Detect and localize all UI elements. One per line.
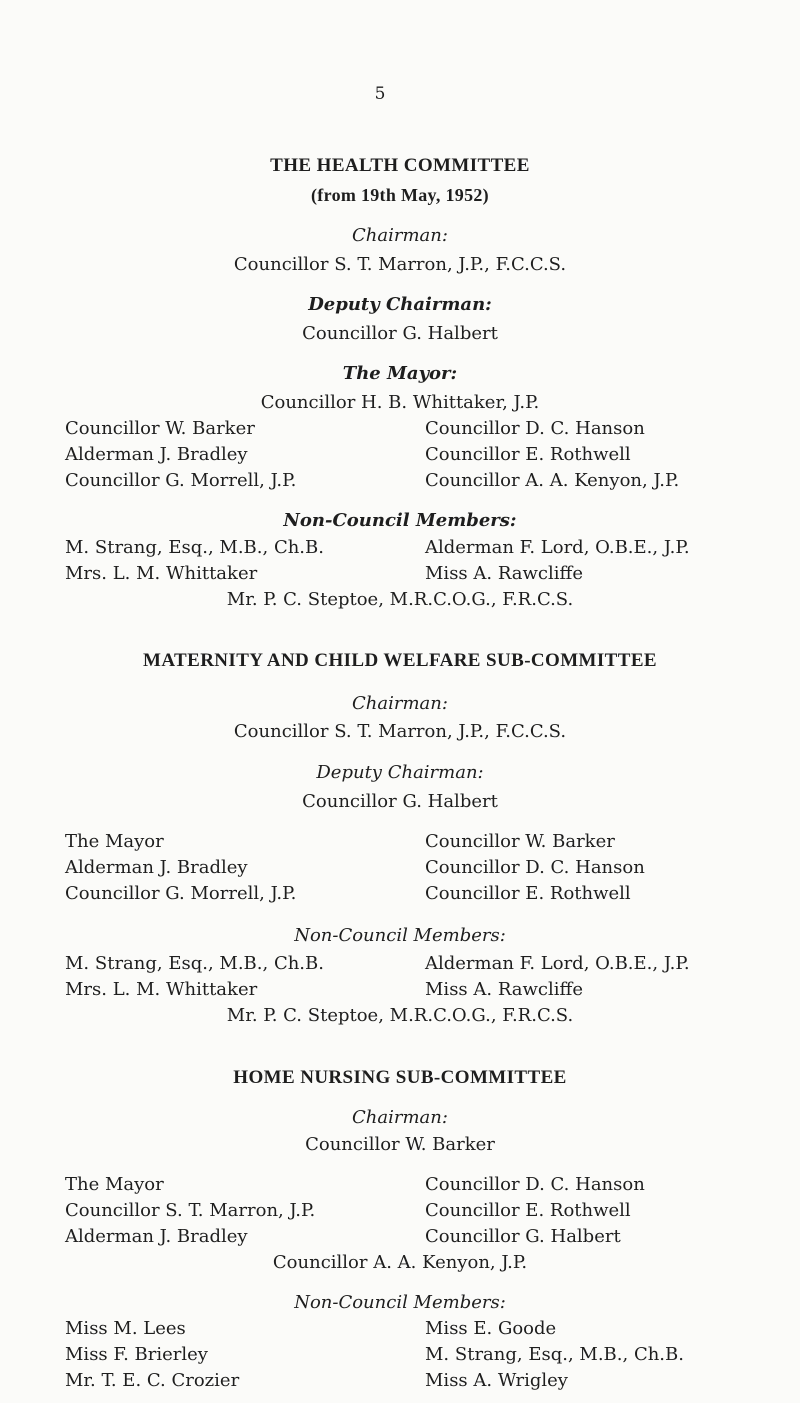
home-nursing-member-right: Councillor D. C. Hanson — [425, 1174, 645, 1195]
maternity-member-left: The Mayor — [65, 831, 164, 852]
health-member-left: Alderman J. Bradley — [65, 444, 248, 465]
maternity-deputy: Councillor G. Halbert — [302, 791, 498, 812]
health-mayor-label: The Mayor: — [342, 363, 458, 384]
health-member-left: Councillor G. Morrell, J.P. — [65, 470, 297, 491]
health-deputy-label: Deputy Chairman: — [308, 294, 492, 315]
home-nursing-chairman-label: Chairman: — [352, 1107, 448, 1128]
maternity-member-left: Alderman J. Bradley — [65, 857, 248, 878]
health-chairman-label: Chairman: — [352, 225, 448, 246]
maternity-member-right: Councillor W. Barker — [425, 831, 615, 852]
home-nursing-non-council-left: Miss F. Brierley — [65, 1344, 208, 1365]
maternity-member-right: Councillor E. Rothwell — [425, 883, 631, 904]
health-committee-title: THE HEALTH COMMITTEE — [270, 155, 530, 176]
home-nursing-non-council-label: Non-Council Members: — [294, 1292, 506, 1313]
home-nursing-non-council-right: Miss A. Wrigley — [425, 1370, 568, 1391]
health-non-council-label: Non-Council Members: — [283, 510, 517, 531]
home-nursing-member-right: Councillor G. Halbert — [425, 1226, 621, 1247]
health-member-right: Councillor E. Rothwell — [425, 444, 631, 465]
maternity-chairman-label: Chairman: — [352, 693, 448, 714]
health-committee-subtitle: (from 19th May, 1952) — [311, 185, 489, 205]
health-deputy: Councillor G. Halbert — [302, 323, 498, 344]
maternity-member-right: Councillor D. C. Hanson — [425, 857, 645, 878]
maternity-non-council-label: Non-Council Members: — [294, 925, 506, 946]
health-non-council-right: Alderman F. Lord, O.B.E., J.P. — [425, 537, 690, 558]
health-non-council-left: M. Strang, Esq., M.B., Ch.B. — [65, 537, 324, 558]
page-number: 5 — [374, 84, 386, 104]
maternity-non-council-left: M. Strang, Esq., M.B., Ch.B. — [65, 953, 324, 974]
health-member-right: Councillor A. A. Kenyon, J.P. — [425, 470, 680, 491]
maternity-non-council-right: Miss A. Rawcliffe — [425, 979, 583, 1000]
maternity-non-council-last: Mr. P. C. Steptoe, M.R.C.O.G., F.R.C.S. — [226, 1005, 574, 1026]
health-non-council-last: Mr. P. C. Steptoe, M.R.C.O.G., F.R.C.S. — [226, 589, 574, 610]
home-nursing-member-left: The Mayor — [65, 1174, 164, 1195]
maternity-non-council-right: Alderman F. Lord, O.B.E., J.P. — [425, 953, 690, 974]
health-member-left: Councillor W. Barker — [65, 418, 255, 439]
home-nursing-member-left: Councillor S. T. Marron, J.P. — [65, 1200, 316, 1221]
health-mayor: Councillor H. B. Whittaker, J.P. — [260, 392, 540, 413]
health-non-council-right: Miss A. Rawcliffe — [425, 563, 583, 584]
maternity-title: MATERNITY AND CHILD WELFARE SUB-COMMITTEE — [143, 650, 657, 671]
health-chairman: Councillor S. T. Marron, J.P., F.C.C.S. — [233, 254, 567, 275]
home-nursing-non-council-left: Mr. T. E. C. Crozier — [65, 1370, 240, 1391]
home-nursing-chairman: Councillor W. Barker — [305, 1134, 495, 1155]
home-nursing-member-last: Councillor A. A. Kenyon, J.P. — [272, 1252, 528, 1273]
maternity-member-left: Councillor G. Morrell, J.P. — [65, 883, 297, 904]
home-nursing-title: HOME NURSING SUB-COMMITTEE — [233, 1067, 567, 1088]
health-member-right: Councillor D. C. Hanson — [425, 418, 645, 439]
home-nursing-member-left: Alderman J. Bradley — [65, 1226, 248, 1247]
maternity-deputy-label: Deputy Chairman: — [316, 762, 484, 783]
maternity-non-council-left: Mrs. L. M. Whittaker — [65, 979, 258, 1000]
home-nursing-non-council-right: M. Strang, Esq., M.B., Ch.B. — [425, 1344, 684, 1365]
home-nursing-member-right: Councillor E. Rothwell — [425, 1200, 631, 1221]
health-non-council-left: Mrs. L. M. Whittaker — [65, 563, 258, 584]
home-nursing-non-council-right: Miss E. Goode — [425, 1318, 557, 1339]
home-nursing-non-council-left: Miss M. Lees — [65, 1318, 186, 1339]
maternity-chairman: Councillor S. T. Marron, J.P., F.C.C.S. — [233, 721, 567, 742]
